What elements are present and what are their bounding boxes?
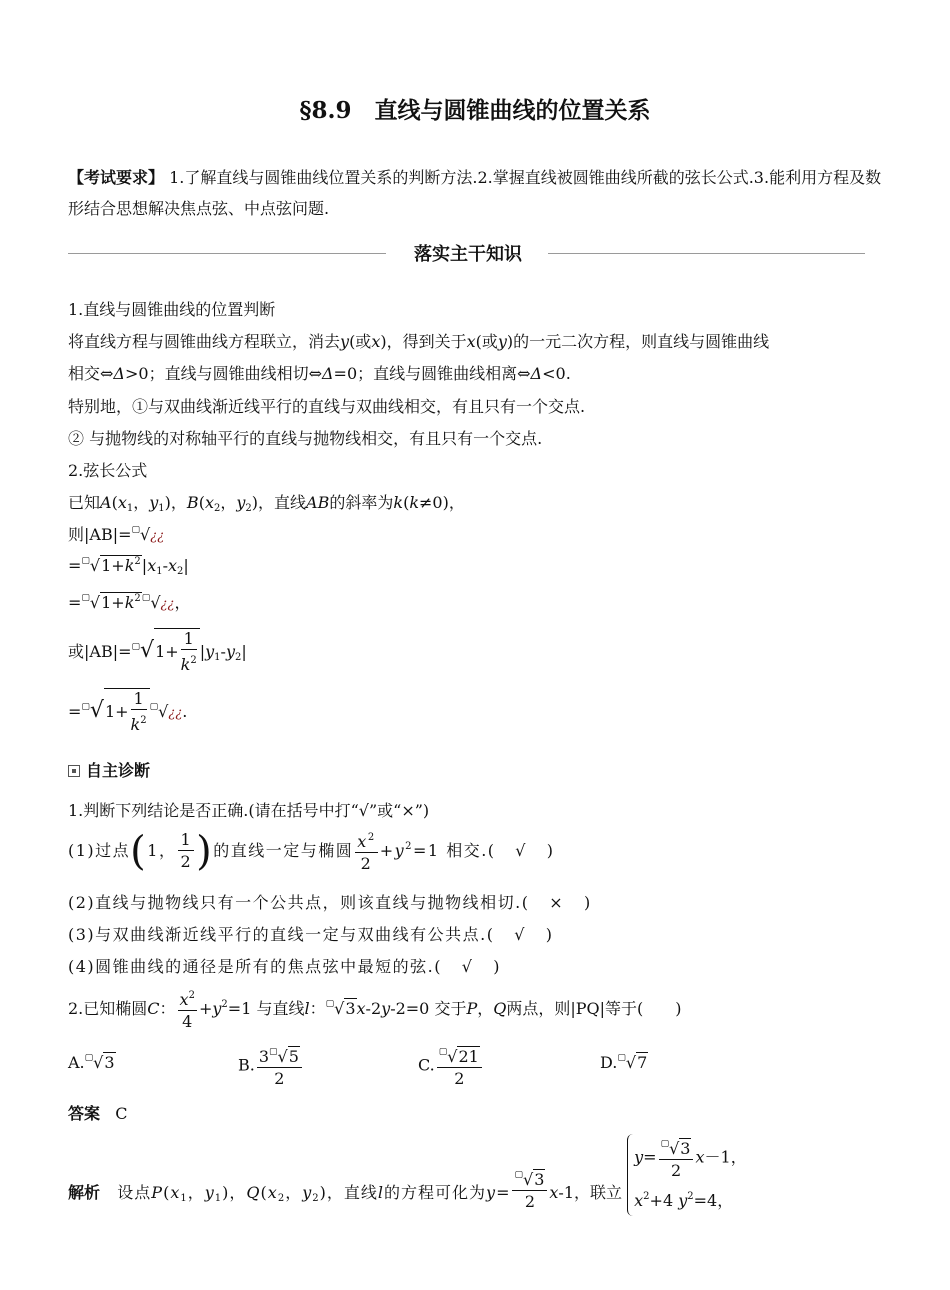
- question-1-item-3: (3)与双曲线渐近线平行的直线一定与双曲线有公共点.( √ ): [68, 925, 554, 944]
- question-1-item-4: (4)圆锥曲线的通径是所有的焦点弦中最短的弦.( √ ): [68, 957, 501, 976]
- option-b: B. $\frac{3^▢√5}{2}$: [238, 1042, 304, 1090]
- knowledge-heading-1: 1.直线与圆锥曲线的位置判断: [68, 300, 276, 319]
- question-2-stem: 2.已知椭圆C： $\frac{x^2}{4}$ $+y^2=1$ 与直线l：▢√3x-2y-2=0 交于P，Q两点，则|PQ|等于( ): [68, 986, 682, 1033]
- analysis-line: 解析 设点$P(x_1$，$y_1$)，$Q(x_2$，$y_2$)，直线l的方程可化为y= $\frac{^▢√3}{2}$ x-1，联立 y= $\frac{^▢√3}{2}$ x－1， $x^2+4$ $y^2=4$，: [68, 1134, 747, 1216]
- answer-label: 答案: [68, 1104, 101, 1123]
- answer-value: C: [115, 1104, 128, 1123]
- option-d: D.▢√7: [600, 1053, 648, 1072]
- chord-formula-4: 或|AB|=▢√1+ $\frac{1}{k^2}$ $|y_1-y_2|$: [68, 629, 247, 674]
- question-1-item-1: (1)过点(1， $\frac{1}{2}$ )的直线一定与椭圆 $\frac{x^2}{2}$ $+y^2=1$ 相交.( √ ): [68, 828, 555, 875]
- chord-formula-1: 则|AB|=▢√¿¿: [68, 525, 165, 544]
- section-header: [68, 240, 865, 268]
- question-1-stem: 1.判断下列结论是否正确.(请在括号中打“√”或“×”): [68, 801, 430, 820]
- section-rule-right: [548, 253, 865, 254]
- section-rule-left: [68, 253, 386, 254]
- chord-formula-5: =▢√1+ $\frac{1}{k^2}$ ▢√¿¿.: [68, 689, 188, 734]
- requirements-label: 【考试要求】: [68, 168, 165, 187]
- page-title: §8.9 直线与圆锥曲线的位置关系: [299, 97, 651, 124]
- question-1-item-2: (2)直线与抛物线只有一个公共点，则该直线与抛物线相切.( × ): [68, 893, 592, 912]
- exam-requirements: [68, 162, 883, 224]
- knowledge-special-2: ② 与抛物线的对称轴平行的直线与抛物线相交，有且只有一个交点.: [68, 429, 543, 448]
- knowledge-paragraph-1: 将直线方程与圆锥曲线方程联立，消去y(或x)，得到关于x(或y)的一元二次方程，则直线与圆锥曲线: [68, 332, 770, 351]
- diagnosis-heading: 自主诊断: [68, 758, 150, 781]
- chord-formula-3: $=^▢√1+k^{2▢}√¿¿$，: [68, 593, 191, 612]
- answer-line: [68, 1101, 128, 1124]
- diagnosis-icon: [68, 765, 80, 777]
- requirements-text: 1.了解直线与圆锥曲线位置关系的判断方法.2.掌握直线被圆锥曲线所截的弦长公式.3.能利用方程及数形结合思想解决焦点弦、中点弦问题.: [68, 168, 882, 218]
- system-of-equations: y= $\frac{^▢√3}{2}$ x－1， $x^2+4$ $y^2=4$，: [627, 1134, 747, 1216]
- section-title: 落实主干知识: [414, 244, 522, 265]
- analysis-label: 解析: [68, 1182, 101, 1202]
- knowledge-special-1: 特别地，①与双曲线渐近线平行的直线与双曲线相交，有且只有一个交点.: [68, 397, 586, 416]
- chord-known: 已知$A(x_1$，$y_1$)，$B(x_2$，$y_2$)，直线AB的斜率为k(k≠0)，: [68, 493, 465, 514]
- chord-formula-2: $=^▢√1+k^2|x_1-x_2|$: [68, 556, 189, 577]
- knowledge-paragraph-2: 相交⇔Δ>0；直线与圆锥曲线相切⇔Δ=0；直线与圆锥曲线相离⇔Δ<0.: [68, 364, 571, 383]
- knowledge-heading-2: 2.弦长公式: [68, 461, 148, 480]
- option-c: C. $\frac{^▢√21}{2}$: [418, 1042, 484, 1090]
- option-a: A.▢√3: [68, 1053, 115, 1072]
